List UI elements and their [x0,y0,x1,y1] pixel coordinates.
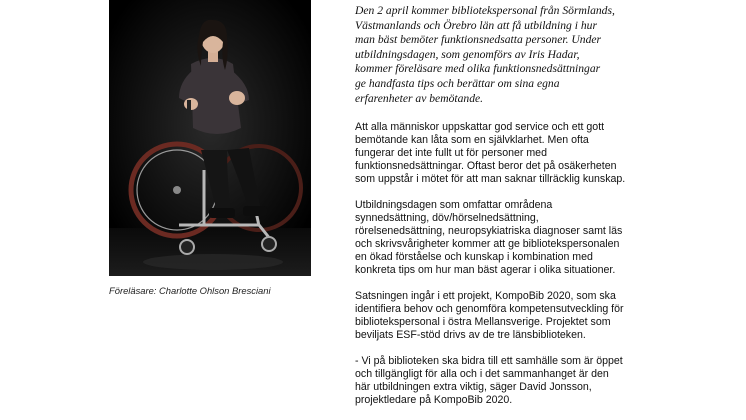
paragraph-line: bemötande kan låta som en självklarhet. Men ofta [355,134,589,147]
paragraph-line: funktionsnedsättningar. Oftast beror det på osäkerheten [355,160,617,173]
paragraph-service [355,121,727,186]
photo-caption: Föreläsare: Charlotte Ohlson Bresciani [109,285,271,296]
photo-column [109,0,311,276]
paragraph-line: en ökad förståelse och kunskap i kombination med [355,251,593,264]
paragraph-line: synnedsättning, döv/hörselnedsättning, [355,212,539,225]
paragraph-line: konkreta tips om hur man bäst agerar i olika situationer. [355,264,616,277]
paragraph-quote [355,355,727,407]
lead-line: man bäst bemöter funktionsnedsatta personer. Under [355,33,602,47]
paragraph-line: Satsningen ingår i ett projekt, KompoBib 2020, som ska [355,290,616,303]
paragraph-line: identifiera behov och genomföra kompetensutveckling för [355,303,624,316]
paragraph-line: rörelsenedsättning, neuropsykiatriska diagnoser samt läs [355,225,623,238]
paragraph-line: Utbildningsdagen som omfattar områdena [355,199,553,212]
paragraph-line: här utbildningen extra viktig, säger David Jonsson, [355,381,592,394]
lead-paragraph [355,4,727,106]
paragraph-line: som uppstår i mötet för att man saknar tillräcklig kunskap. [355,173,626,186]
paragraph-project [355,290,727,342]
lead-line: Västmanlands och Örebro län att få utbildning i hur [355,18,597,32]
article-body [355,4,727,420]
paragraph-line: fungerar det inte fullt ut för personer med [355,147,547,160]
lead-line: utbildningsdagen, som genomförs av Iris Hadar, [355,47,580,61]
lead-line: Den 2 april kommer bibliotekspersonal från Sörmlands, [355,4,615,17]
paragraph-line: Att alla människor uppskattar god service och ett gott [355,121,605,134]
lead-line: ge handfasta tips och berättar om sina egna [355,76,560,90]
paragraph-line: projektledare på KompoBib 2020. [355,394,513,407]
lead-line: kommer föreläsare med olika funktionsnedsättningar [355,62,601,76]
lead-line: erfarenheter av bemötande. [355,91,484,105]
speaker-photo [109,0,311,276]
paragraph-line: beviljats ESF-stöd drivs av de tre länsbiblioteken. [355,329,586,342]
paragraph-line: och skrivsvårigheter kommer att ge bibliotekspersonalen [355,238,620,251]
paragraph-line: - Vi på biblioteken ska bidra till ett samhälle som är öppet [355,355,623,368]
paragraph-training-day [355,199,727,277]
paragraph-line: och tillgängligt för alla och i det sammanhanget är den [355,368,609,381]
paragraph-line: bibliotekspersonal i östra Mellansverige. Projektet som [355,316,611,329]
